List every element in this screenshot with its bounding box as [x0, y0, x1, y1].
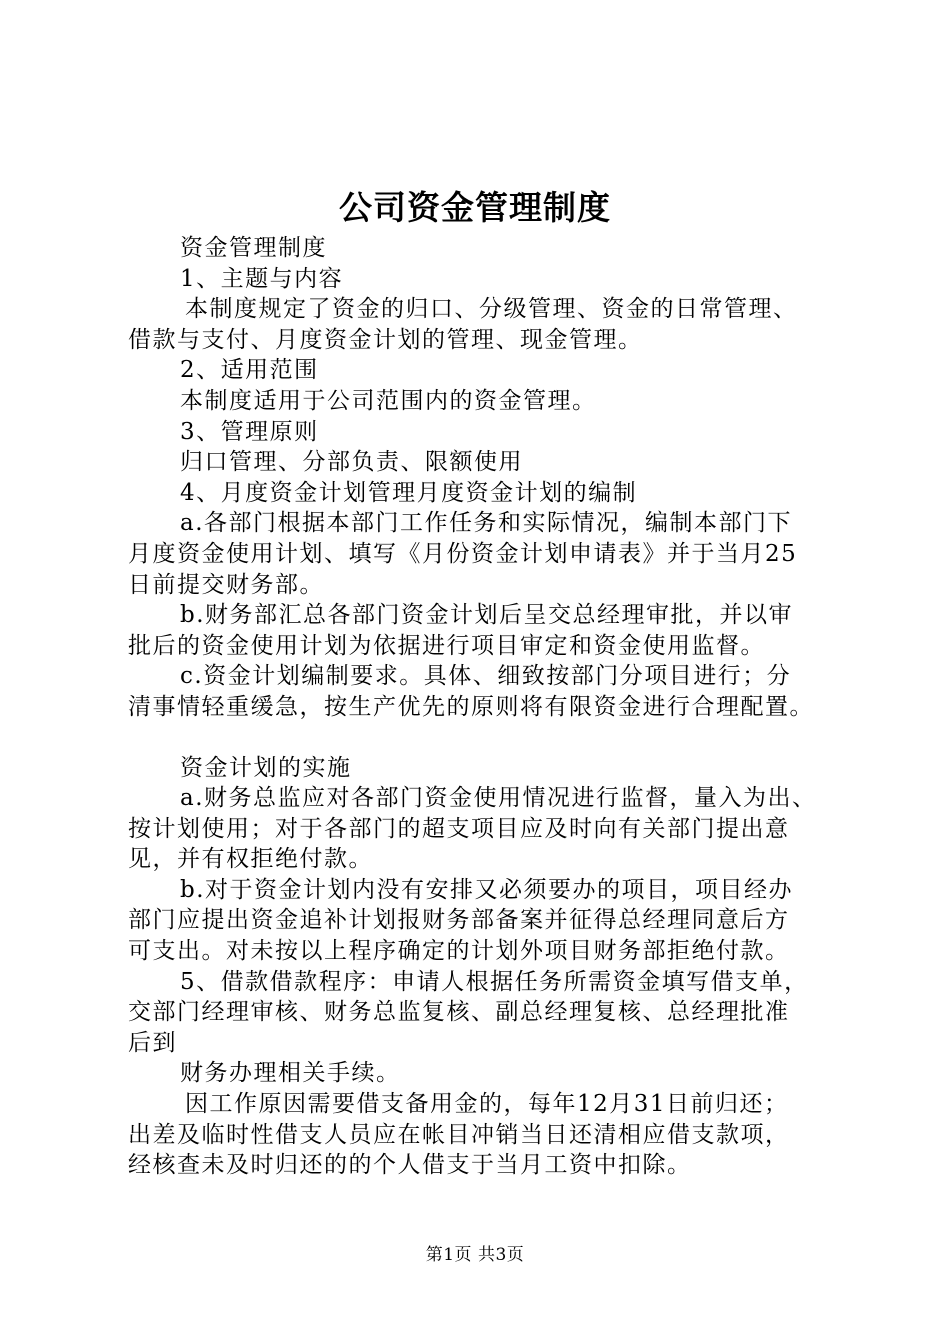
- paragraph-line: 批后的资金使用计划为依据进行项目审定和资金使用监督。: [128, 632, 765, 659]
- document-body: [128, 233, 838, 1181]
- paragraph-line: 清事情轻重缓急，按生产优先的原则将有限资金进行合理配置。: [128, 693, 814, 720]
- paragraph-line: 见，并有权拒绝付款。: [128, 846, 373, 873]
- paragraph-line: a.各部门根据本部门工作任务和实际情况，编制本部门下: [180, 510, 793, 537]
- section-heading: 资金计划的实施: [180, 754, 352, 781]
- section-heading: 2、适用范围: [180, 357, 319, 384]
- paragraph-line: 部门应提出资金追补计划报财务部备案并征得总经理同意后方: [128, 907, 790, 934]
- section-heading: 3、管理原则: [180, 418, 319, 445]
- paragraph-line: a.财务总监应对各部门资金使用情况进行监督，量入为出、: [180, 785, 817, 812]
- paragraph-line: c.资金计划编制要求。具体、细致按部门分项目进行；分: [180, 663, 792, 690]
- paragraph-line: 财务办理相关手续。: [180, 1060, 401, 1087]
- paragraph-line: 经核查未及时归还的的个人借支于当月工资中扣除。: [128, 1152, 692, 1179]
- section-heading: 5、借款借款程序：申请人根据任务所需资金填写借支单，: [180, 968, 809, 995]
- page-footer: 第1页 共3页: [425, 1245, 525, 1265]
- paragraph-line: 本制度规定了资金的归口、分级管理、资金的日常管理、: [185, 296, 798, 323]
- paragraph-line: 后到: [128, 1029, 177, 1056]
- paragraph-line: 本制度适用于公司范围内的资金管理。: [180, 387, 597, 414]
- paragraph-line: 归口管理、分部负责、限额使用: [180, 449, 523, 476]
- paragraph-gap: [128, 723, 838, 753]
- section-heading: 1、主题与内容: [180, 265, 344, 292]
- section-heading: 资金管理制度: [180, 235, 327, 261]
- paragraph-line: b.对于资金计划内没有安排又必须要办的项目，项目经办: [180, 876, 794, 903]
- paragraph-line: b.财务部汇总各部门资金计划后呈交总经理审批，并以审: [180, 602, 794, 629]
- paragraph-line: 日前提交财务部。: [128, 571, 324, 598]
- section-heading: 4、月度资金计划管理月度资金计划的编制: [180, 479, 638, 506]
- document-title: 公司资金管理制度: [339, 188, 611, 227]
- paragraph-line: 借款与支付、月度资金计划的管理、现金管理。: [128, 326, 643, 353]
- paragraph-line: 月度资金使用计划、填写《月份资金计划申请表》并于当月25: [128, 540, 798, 567]
- paragraph-line: 交部门经理审核、财务总监复核、副总经理复核、总经理批准: [128, 999, 790, 1026]
- paragraph-line: 按计划使用；对于各部门的超支项目应及时向有关部门提出意: [128, 815, 790, 842]
- paragraph-line: 因工作原因需要借支备用金的，每年12月31日前归还；: [185, 1091, 789, 1118]
- paragraph-line: 可支出。对未按以上程序确定的计划外项目财务部拒绝付款。: [128, 938, 790, 965]
- paragraph-line: 出差及临时性借支人员应在帐目冲销当日还清相应借支款项，: [128, 1121, 790, 1148]
